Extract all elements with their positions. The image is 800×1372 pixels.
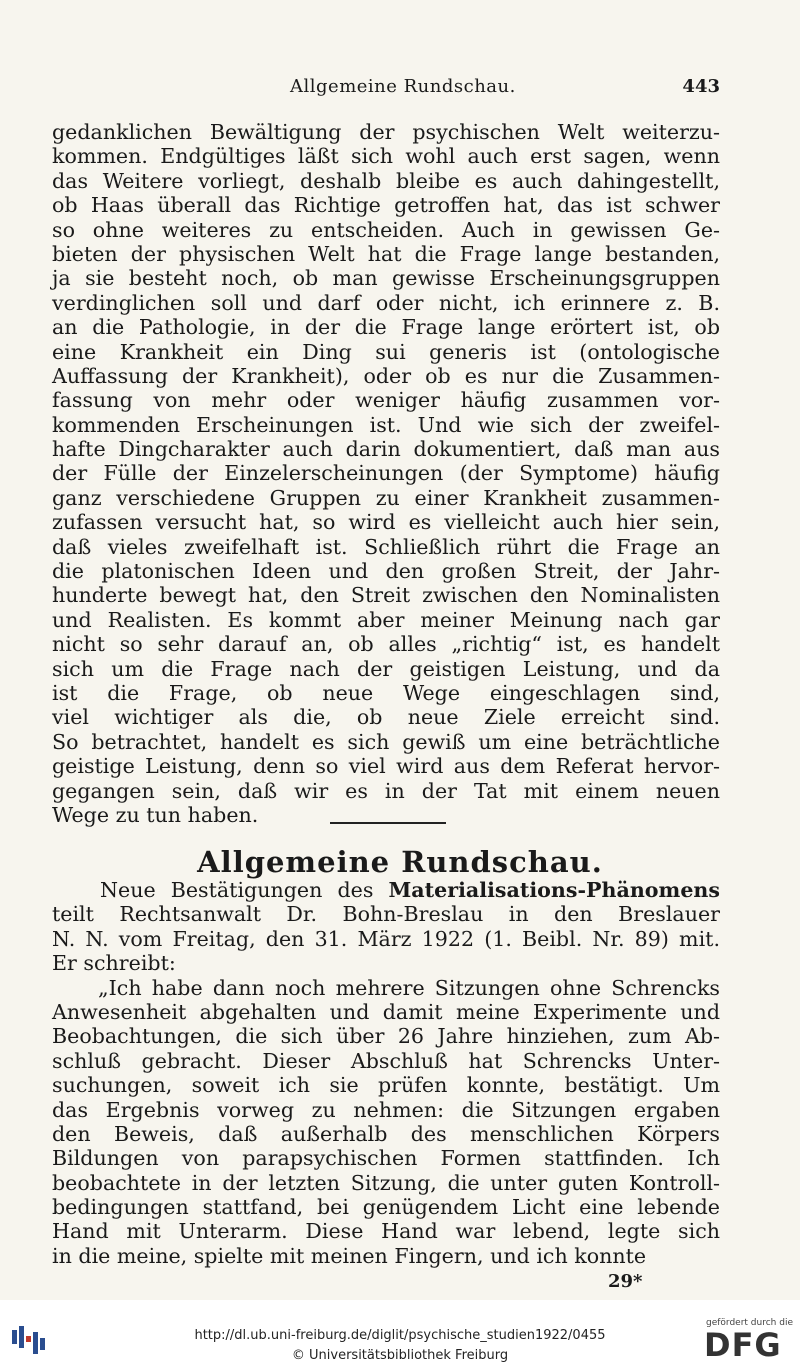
text-line: Er schreibt: bbox=[52, 951, 176, 976]
dfg-wordmark: DFG bbox=[704, 1326, 782, 1364]
text-line: N. N. vom Freitag, den 31. März 1922 (1. Beibl. Nr. 89) mit. bbox=[52, 926, 720, 951]
paragraph-3 bbox=[52, 976, 720, 1269]
text-line: in die meine, spielte mit meinen Fingern, und ich konnte bbox=[52, 1243, 647, 1268]
text-line: gegangen sein, daß wir es in der Tat mit einem neuen bbox=[52, 778, 720, 803]
text-line: hunderte bewegt hat, den Streit zwischen den Nominalisten bbox=[52, 583, 720, 608]
text-line: schluß gebracht. Dieser Abschluß hat Schrencks Unter- bbox=[52, 1048, 720, 1073]
text-line: ist die Frage, ob neue Wege eingeschlagen sind, bbox=[52, 680, 720, 705]
footer-bar bbox=[0, 1300, 800, 1372]
text-line: hafte Dingcharakter auch darin dokumentiert, daß man aus bbox=[52, 437, 720, 462]
text-line: viel wichtiger als die, ob neue Ziele erreicht sind. bbox=[52, 705, 720, 730]
text-line: zufassen versucht hat, so wird es vielleicht auch hier sein, bbox=[52, 510, 720, 535]
section-title: Allgemeine Rundschau. bbox=[197, 845, 603, 879]
text-line: Bildungen von parapsychischen Formen stattfinden. Ich bbox=[52, 1146, 720, 1171]
text-line: der Fülle der Einzelerscheinungen (der Symptome) häufig bbox=[52, 461, 720, 486]
paragraph-2 bbox=[52, 878, 720, 1268]
text-line: daß vieles zweifelhaft ist. Schließlich rührt die Frage an bbox=[52, 534, 720, 559]
text-line: Beobachtungen, die sich über 26 Jahre hinziehen, zum Ab- bbox=[52, 1024, 720, 1049]
topic-heading: Materialisations-Phänomens bbox=[388, 878, 720, 902]
text-line: So betrachtet, handelt es sich gewiß um eine beträchtliche bbox=[52, 729, 720, 754]
text-line: geistige Leistung, denn so viel wird aus dem Referat hervor- bbox=[52, 754, 720, 779]
text-line: die platonischen Ideen und den großen Streit, der Jahr- bbox=[52, 559, 720, 584]
text-line: ja sie besteht noch, ob man gewisse Erscheinungsgruppen bbox=[52, 266, 720, 291]
dfg-logo bbox=[704, 1318, 794, 1366]
paragraph-1 bbox=[52, 120, 720, 827]
source-url[interactable]: http://dl.ub.uni-freiburg.de/diglit/psychische_studien1922/0455 bbox=[194, 1328, 606, 1343]
text-line: suchungen, soweit ich sie prüfen konnte, bestätigt. Um bbox=[52, 1073, 720, 1098]
text-line: bedingungen stattfand, bei genügendem Licht eine lebende bbox=[52, 1195, 720, 1220]
text-line: „Ich habe dann noch mehrere Sitzungen ohne Schrencks bbox=[98, 975, 720, 1000]
text-line: ob Haas überall das Richtige getroffen hat, das ist schwer bbox=[52, 193, 720, 218]
text-line: sich um die Frage nach der geistigen Leistung, und da bbox=[52, 656, 720, 681]
text-line: Wege zu tun haben. bbox=[52, 802, 259, 827]
dfg-caption: gefördert durch die bbox=[706, 1318, 793, 1328]
section-divider bbox=[330, 822, 446, 824]
intro-text: Neue Bestätigungen des bbox=[100, 878, 374, 902]
text-line: und Realisten. Es kommt aber meiner Meinung nach gar bbox=[52, 607, 720, 632]
text-line: fassung von mehr oder weniger häufig zusammen vor- bbox=[52, 388, 720, 413]
text-line: das Weitere vorliegt, deshalb bleibe es auch dahingestellt, bbox=[52, 168, 720, 193]
text-line: ganz verschiedene Gruppen zu einer Krankheit zusammen- bbox=[52, 485, 720, 510]
signature-mark: 29* bbox=[608, 1271, 643, 1292]
text-line: nicht so sehr darauf an, ob alles „richtig“ ist, es handelt bbox=[52, 632, 720, 657]
running-title: Allgemeine Rundschau. bbox=[290, 76, 516, 97]
text-line bbox=[52, 878, 720, 902]
text-line: Anwesenheit abgehalten und damit meine Experimente und bbox=[52, 999, 720, 1024]
text-line: eine Krankheit ein Ding sui generis ist (ontologische bbox=[52, 339, 720, 364]
text-line: das Ergebnis vorweg zu nehmen: die Sitzungen ergaben bbox=[52, 1097, 720, 1122]
text-line: teilt Rechtsanwalt Dr. Bohn-Breslau in den Breslauer bbox=[52, 902, 720, 927]
text-line: verdinglichen soll und darf oder nicht, ich erinnere z. B. bbox=[52, 290, 720, 315]
copyright-notice: © Universitätsbibliothek Freiburg bbox=[291, 1348, 509, 1363]
text-line: Auffassung der Krankheit), oder ob es nur die Zusammen- bbox=[52, 363, 720, 388]
text-line: kommenden Erscheinungen ist. Und wie sich der zweifel- bbox=[52, 412, 720, 437]
text-line: kommen. Endgültiges läßt sich wohl auch erst sagen, wenn bbox=[52, 144, 720, 169]
text-line: Hand mit Unterarm. Diese Hand war lebend, legte sich bbox=[52, 1219, 720, 1244]
text-line: bieten der physischen Welt hat die Frage lange bestanden, bbox=[52, 241, 720, 266]
text-line: gedanklichen Bewältigung der psychischen Welt weiterzu- bbox=[52, 120, 720, 144]
page-number: 443 bbox=[682, 76, 720, 97]
text-line: so ohne weiteres zu entscheiden. Auch in gewissen Ge- bbox=[52, 217, 720, 242]
text-line: an die Pathologie, in der die Frage lange erörtert ist, ob bbox=[52, 315, 720, 340]
text-line: den Beweis, daß außerhalb des menschlichen Körpers bbox=[52, 1121, 720, 1146]
text-line: beobachtete in der letzten Sitzung, die unter guten Kontroll- bbox=[52, 1170, 720, 1195]
